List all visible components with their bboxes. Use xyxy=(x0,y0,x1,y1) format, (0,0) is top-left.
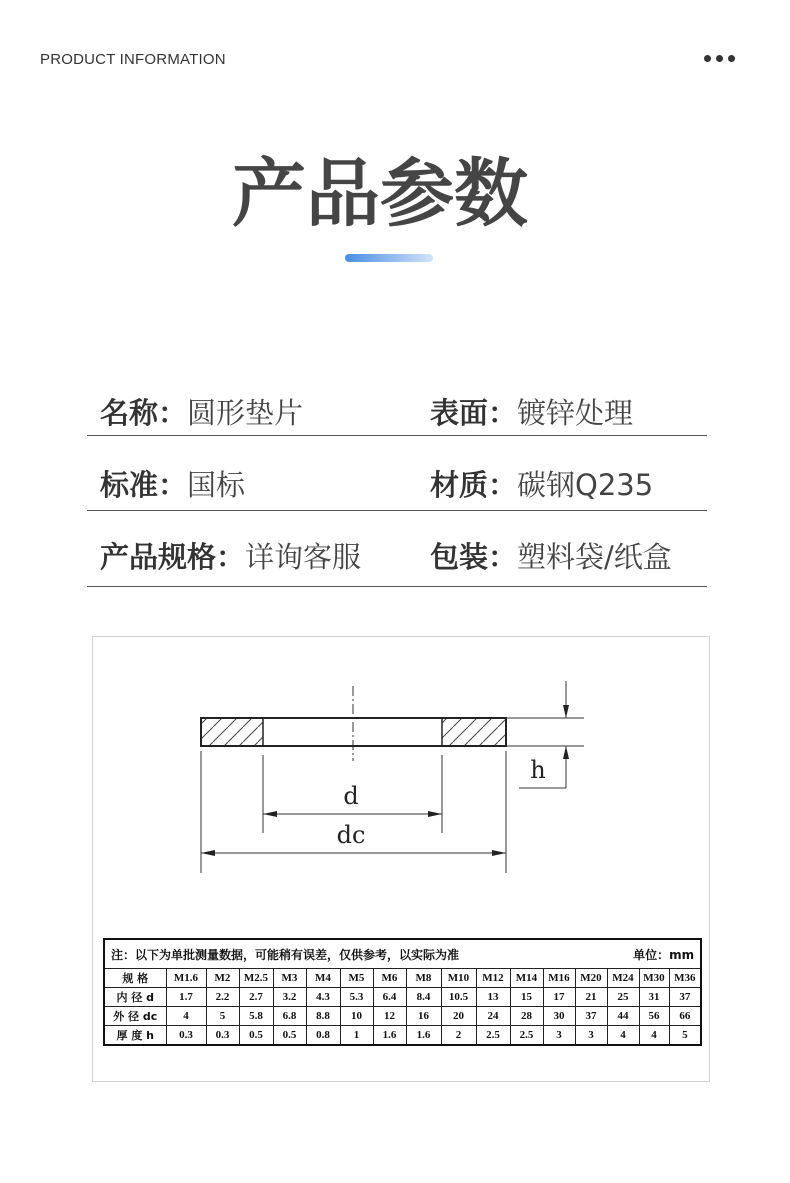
table-value-cell: 4.3 xyxy=(306,988,340,1007)
table-row xyxy=(104,988,701,1007)
spec-label: 材质： xyxy=(430,468,518,502)
more-dot xyxy=(728,55,735,62)
spec-item-material xyxy=(430,465,653,505)
page-title: 产品参数 xyxy=(232,151,528,237)
spec-value: 碳钢Q235 xyxy=(517,468,654,502)
spec-item-standard xyxy=(100,465,245,505)
spec-item-size xyxy=(100,537,361,577)
table-row xyxy=(104,1026,701,1046)
table-value-cell: 1.6 xyxy=(406,1026,441,1046)
table-value-cell: 8.4 xyxy=(406,988,441,1007)
spec-item-surface xyxy=(430,393,633,433)
table-size-cell: M30 xyxy=(639,969,669,988)
table-value-cell: 2.5 xyxy=(510,1026,543,1046)
table-value-cell: 2.7 xyxy=(239,988,273,1007)
table-row-label: 规 格 xyxy=(104,969,166,988)
table-value-cell: 16 xyxy=(406,1007,441,1026)
table-value-cell: 2.5 xyxy=(476,1026,510,1046)
table-size-cell: M36 xyxy=(669,969,701,988)
spec-row xyxy=(87,393,707,436)
table-size-cell: M8 xyxy=(406,969,441,988)
washer-drawing xyxy=(93,637,709,897)
table-value-cell: 4 xyxy=(166,1007,206,1026)
table-value-cell: 66 xyxy=(669,1007,701,1026)
table-note-cell xyxy=(104,939,701,969)
label-dc: dc xyxy=(336,821,366,849)
table-value-cell: 31 xyxy=(639,988,669,1007)
table-size-cell: M5 xyxy=(340,969,373,988)
section-label: PRODUCT INFORMATION xyxy=(40,51,226,68)
spec-label: 包装： xyxy=(430,540,518,574)
spec-label: 标准： xyxy=(100,468,188,502)
table-row-label: 厚 度 h xyxy=(104,1026,166,1046)
table-value-cell: 1.6 xyxy=(373,1026,406,1046)
table-value-cell: 1.7 xyxy=(166,988,206,1007)
table-value-cell: 25 xyxy=(607,988,639,1007)
size-spec-table xyxy=(103,938,702,1046)
more-dot xyxy=(704,55,711,62)
table-value-cell: 10.5 xyxy=(441,988,476,1007)
arrow-head xyxy=(563,746,569,759)
table-value-cell: 2 xyxy=(441,1026,476,1046)
table-size-cell: M2 xyxy=(206,969,239,988)
spec-item-packaging xyxy=(430,537,672,577)
arrow-head xyxy=(263,811,277,817)
spec-value: 国标 xyxy=(187,468,246,502)
arrow-head xyxy=(201,850,215,856)
spec-value: 镀锌处理 xyxy=(517,396,634,430)
table-value-cell: 6.4 xyxy=(373,988,406,1007)
table-value-cell: 0.3 xyxy=(166,1026,206,1046)
more-icon[interactable] xyxy=(704,55,735,62)
washer-diagram-figure xyxy=(92,636,710,1082)
table-note-row xyxy=(104,939,701,969)
table-size-cell: M10 xyxy=(441,969,476,988)
spec-value: 详询客服 xyxy=(245,540,362,574)
table-value-cell: 37 xyxy=(669,988,701,1007)
table-row-label: 内 径 d xyxy=(104,988,166,1007)
table-value-cell: 30 xyxy=(543,1007,575,1026)
table-value-cell: 1 xyxy=(340,1026,373,1046)
spec-label: 产品规格： xyxy=(100,540,246,574)
table-value-cell: 15 xyxy=(510,988,543,1007)
table-value-cell: 6.8 xyxy=(273,1007,306,1026)
label-h: h xyxy=(530,756,546,784)
table-value-cell: 5.3 xyxy=(340,988,373,1007)
table-value-cell: 2.2 xyxy=(206,988,239,1007)
spec-label: 名称： xyxy=(100,396,188,430)
table-row-label: 外 径 dc xyxy=(104,1007,166,1026)
table-value-cell: 0.5 xyxy=(239,1026,273,1046)
table-value-cell: 0.5 xyxy=(273,1026,306,1046)
title-accent-bar xyxy=(345,254,433,262)
table-size-cell: M4 xyxy=(306,969,340,988)
table-value-cell: 0.8 xyxy=(306,1026,340,1046)
spec-row xyxy=(87,537,707,587)
table-value-cell: 17 xyxy=(543,988,575,1007)
table-value-cell: 10 xyxy=(340,1007,373,1026)
table-value-cell: 28 xyxy=(510,1007,543,1026)
hatch-left xyxy=(201,718,263,746)
table-value-cell: 3 xyxy=(543,1026,575,1046)
table-unit: 单位：mm xyxy=(633,947,695,962)
table-value-cell: 13 xyxy=(476,988,510,1007)
arrow-head xyxy=(492,850,506,856)
table-value-cell: 3 xyxy=(575,1026,607,1046)
table-size-cell: M6 xyxy=(373,969,406,988)
table-value-cell: 21 xyxy=(575,988,607,1007)
table-size-cell: M12 xyxy=(476,969,510,988)
table-value-cell: 44 xyxy=(607,1007,639,1026)
table-value-cell: 8.8 xyxy=(306,1007,340,1026)
table-size-cell: M1.6 xyxy=(166,969,206,988)
label-d: d xyxy=(343,782,359,810)
table-size-cell: M3 xyxy=(273,969,306,988)
table-value-cell: 3.2 xyxy=(273,988,306,1007)
table-value-cell: 4 xyxy=(639,1026,669,1046)
table-note: 注：以下为单批测量数据，可能稍有误差，仅供参考，以实际为准 xyxy=(111,947,460,962)
table-value-cell: 4 xyxy=(607,1026,639,1046)
table-value-cell: 0.3 xyxy=(206,1026,239,1046)
table-size-cell: M2.5 xyxy=(239,969,273,988)
table-value-cell: 56 xyxy=(639,1007,669,1026)
spec-value: 圆形垫片 xyxy=(187,396,304,430)
table-value-cell: 24 xyxy=(476,1007,510,1026)
table-row xyxy=(104,1007,701,1026)
spec-row xyxy=(87,465,707,511)
table-value-cell: 5 xyxy=(206,1007,239,1026)
arrow-head xyxy=(563,705,569,718)
table-value-cell: 5 xyxy=(669,1026,701,1046)
table-size-cell: M14 xyxy=(510,969,543,988)
spec-table-body xyxy=(104,969,701,1046)
table-value-cell: 20 xyxy=(441,1007,476,1026)
arrow-head xyxy=(428,811,442,817)
spec-item-name xyxy=(100,393,303,433)
table-value-cell: 12 xyxy=(373,1007,406,1026)
more-dot xyxy=(716,55,723,62)
table-row xyxy=(104,969,701,988)
spec-label: 表面： xyxy=(430,396,518,430)
table-value-cell: 37 xyxy=(575,1007,607,1026)
hatch-right xyxy=(442,718,506,746)
table-size-cell: M16 xyxy=(543,969,575,988)
table-size-cell: M24 xyxy=(607,969,639,988)
table-size-cell: M20 xyxy=(575,969,607,988)
spec-value: 塑料袋/纸盒 xyxy=(517,540,672,574)
table-value-cell: 5.8 xyxy=(239,1007,273,1026)
